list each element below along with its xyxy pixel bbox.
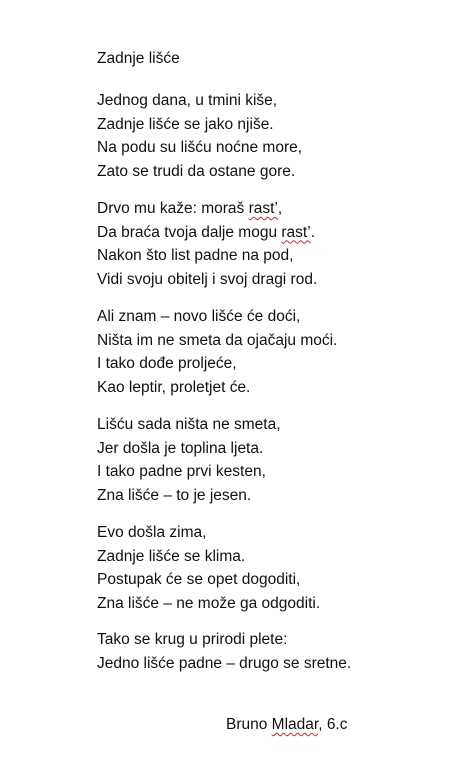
spellcheck-flagged-word[interactable]: Mladar	[271, 716, 319, 733]
stanza-2	[97, 197, 317, 291]
poem-line: Lišću sada ništa ne smeta,	[97, 416, 281, 433]
stanza-5	[97, 521, 320, 615]
poem-line: Kao leptir, proletjet će.	[97, 378, 251, 396]
poem-title: Zadnje lišće	[97, 50, 180, 67]
poem-line: Jednog dana, u tmini kiše,	[97, 92, 278, 109]
text-span: Bruno	[226, 716, 272, 733]
poem-line: Jedno lišće padne – drugo se sretne.	[97, 654, 352, 672]
poem-line: Ništa im ne smeta da ojačaju moći.	[97, 331, 338, 349]
text-span: Drvo mu kaže: moraš	[97, 200, 249, 217]
spellcheck-flagged-word[interactable]: rast’	[248, 200, 278, 217]
poem-line: Zna lišće – to je jesen.	[97, 486, 252, 504]
poem-line: Nakon što list padne na pod,	[97, 247, 294, 264]
stanza-3	[97, 305, 337, 399]
text-span: Da braća tvoja dalje mogu	[97, 223, 282, 241]
poem-line: Zadnje lišće se jako njiše.	[97, 115, 274, 133]
poem-line: Evo došla zima,	[97, 524, 207, 541]
stanza-4	[97, 413, 281, 507]
poem-line: I tako padne prvi kesten,	[97, 463, 266, 480]
stanza-6	[97, 628, 351, 675]
poem-line	[97, 197, 317, 221]
author-signature	[226, 714, 348, 736]
text-span: , 6.c	[318, 716, 348, 733]
poem-line: Na podu su lišću noćne more,	[97, 139, 303, 156]
poem-line: Postupak će se opet dogoditi,	[97, 571, 301, 588]
spellcheck-flagged-word[interactable]: rast’	[281, 223, 311, 241]
poem-line	[97, 221, 317, 245]
poem-line: I tako dođe proljeće,	[97, 355, 237, 372]
poem-line: Jer došla je toplina ljeta.	[97, 439, 264, 457]
poem-line: Tako se krug u prirodi plete:	[97, 631, 288, 648]
poem-line: Zato se trudi da ostane gore.	[97, 162, 296, 180]
poem-line: Zadnje lišće se klima.	[97, 547, 246, 565]
poem-line: Vidi svoju obitelj i svoj dragi rod.	[97, 270, 318, 288]
text-span: ,	[277, 200, 283, 217]
poem-line: Ali znam – novo lišće će doći,	[97, 308, 301, 325]
text-span: .	[310, 223, 315, 241]
stanza-1	[97, 89, 302, 183]
poem-line: Zna lišće – ne može ga odgoditi.	[97, 594, 321, 612]
